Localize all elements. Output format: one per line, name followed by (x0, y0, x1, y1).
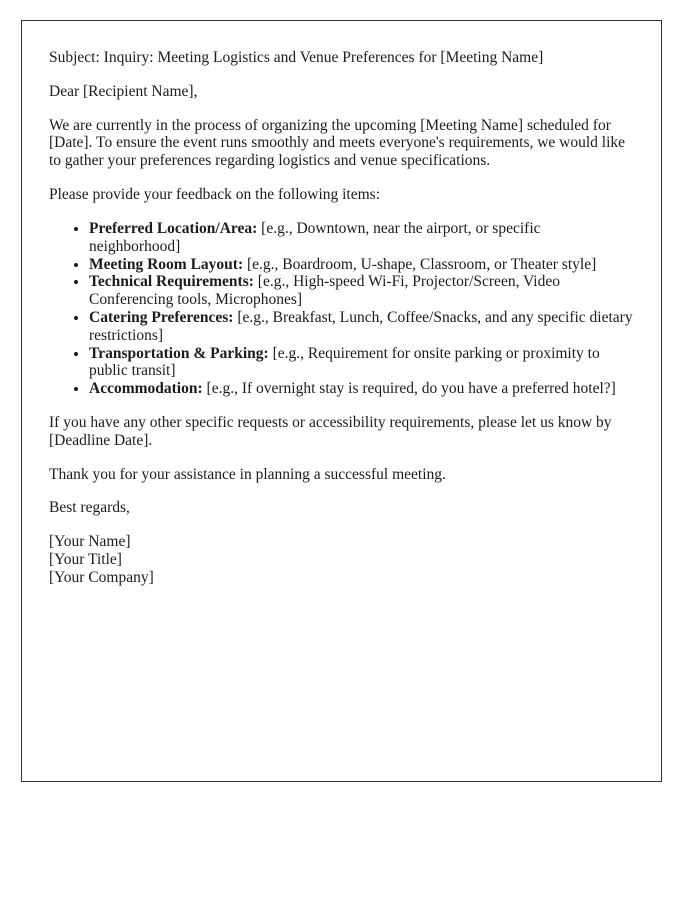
item-detail: [e.g., If overnight stay is required, do you have a preferred hotel?] (206, 380, 616, 398)
list-item-technical-requirements (89, 273, 634, 309)
item-label: Technical Requirements: (89, 273, 254, 291)
signature-name: [Your Name] (49, 533, 131, 551)
closing-request-paragraph: If you have any other specific requests or accessibility requirements, please let us know by [Deadline Date]. (49, 414, 612, 449)
preference-list (49, 220, 634, 398)
item-label: Preferred Location/Area: (89, 219, 258, 237)
signature-company: [Your Company] (49, 568, 154, 586)
item-detail: [e.g., Downtown, near the airport, or specific neighborhood] (89, 219, 541, 255)
item-detail: [e.g., Boardroom, U-shape, Classroom, or Theater style] (247, 255, 597, 273)
list-item-preferred-location (89, 220, 634, 256)
intro-paragraph: We are currently in the process of organizing the upcoming [Meeting Name] scheduled for [Date]. To ensure the event runs smoothly and meets everyone's requirements, we would like to gather your preferences regarding logistics and venue specifications. (49, 116, 626, 170)
list-item-transportation-parking (89, 345, 634, 381)
item-detail: [e.g., High-speed Wi-Fi, Projector/Screen, Video Conferencing tools, Microphones] (89, 273, 560, 309)
item-label: Catering Preferences: (89, 308, 234, 326)
item-detail: [e.g., Breakfast, Lunch, Coffee/Snacks, and any specific dietary restrictions] (89, 308, 633, 344)
feedback-prompt: Please provide your feedback on the following items: (49, 186, 381, 204)
item-label: Transportation & Parking: (89, 344, 269, 362)
list-item-meeting-room-layout (89, 256, 634, 274)
signoff-line: Best regards, (49, 499, 130, 517)
letter-template-frame (21, 20, 662, 782)
signature-block (49, 533, 634, 586)
item-label: Accommodation: (89, 380, 203, 398)
item-label: Meeting Room Layout: (89, 255, 244, 273)
list-item-accommodation (89, 380, 634, 398)
thanks-paragraph: Thank you for your assistance in planning a successful meeting. (49, 465, 446, 483)
subject-line: Subject: Inquiry: Meeting Logistics and Venue Preferences for [Meeting Name] (49, 49, 544, 66)
list-item-catering-preferences (89, 309, 634, 345)
signature-title: [Your Title] (49, 551, 122, 569)
item-detail: [e.g., Requirement for onsite parking or proximity to public transit] (89, 344, 600, 380)
greeting-line: Dear [Recipient Name], (49, 82, 198, 100)
